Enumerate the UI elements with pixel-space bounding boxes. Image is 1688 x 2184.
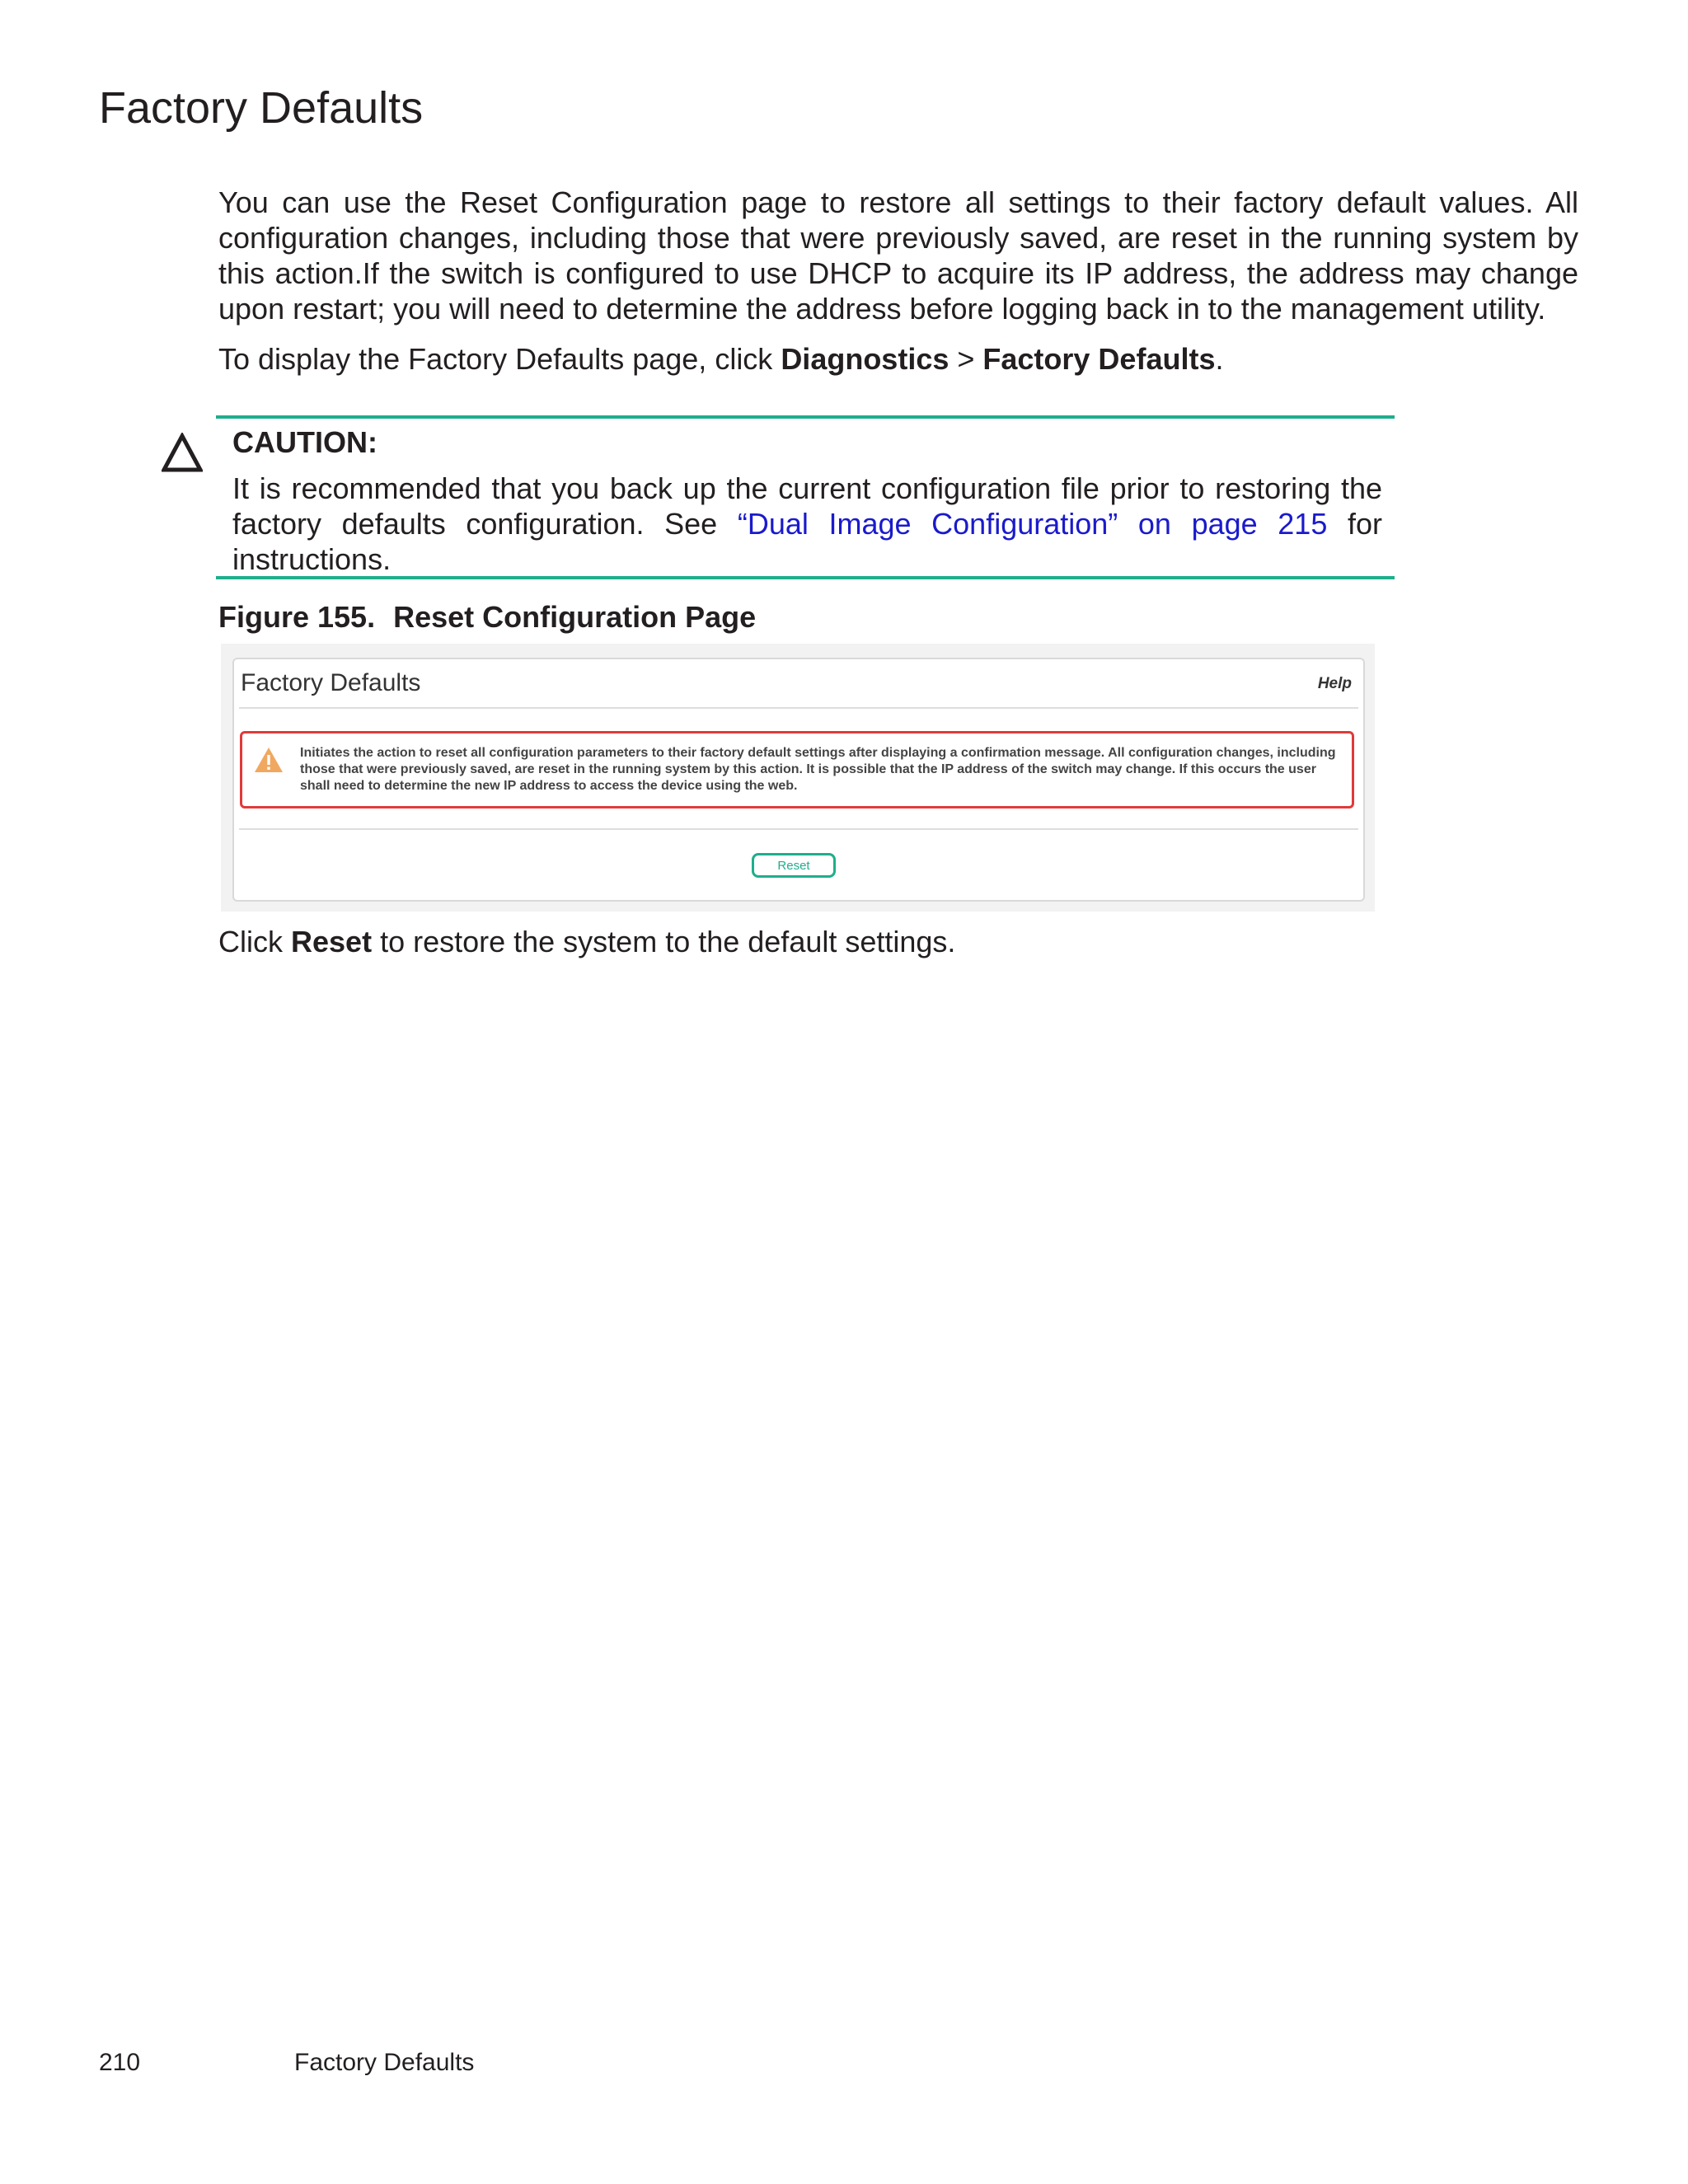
caution-text-before: It is recommended that you back up the current configuration file prior to restoring the factory defaults configuration. See: [232, 471, 1382, 541]
warning-message-box: [240, 731, 1354, 808]
outro-action: Reset: [291, 925, 373, 958]
nav-separator: >: [949, 342, 983, 376]
warning-message-text: Initiates the action to reset all configuration parameters to their factory default settings after displaying a confirmation message. All configuration changes, including those that were previously saved, are reset in the running system by this action. It is possible that the IP address of the switch may change. If this occurs the user shall need to determine the new IP address to access the device using the web.: [300, 746, 1336, 793]
nav-prefix: To display the Factory Defaults page, click: [218, 342, 781, 376]
caution-text-after: for instructions.: [232, 507, 1382, 576]
nav-item-factory-defaults: Factory Defaults: [982, 342, 1216, 376]
caution-text: [232, 471, 1382, 577]
figure-caption: [218, 600, 756, 635]
panel-title: Factory Defaults: [241, 669, 421, 696]
outro-suffix: to restore the system to the default settings.: [372, 925, 956, 958]
nav-menu-diagnostics: Diagnostics: [781, 342, 950, 376]
outro-paragraph: [218, 924, 1578, 959]
footer-section-title: Factory Defaults: [294, 2049, 475, 2076]
caution-bottom-rule: [216, 576, 1395, 579]
alert-triangle-icon: [254, 747, 284, 773]
nav-suffix: .: [1215, 342, 1224, 376]
factory-defaults-panel: [232, 658, 1365, 902]
figure-title: Reset Configuration Page: [393, 600, 757, 634]
page-title: Factory Defaults: [99, 83, 424, 133]
navigation-instruction: [218, 341, 1578, 377]
warning-triangle-icon: [162, 433, 203, 472]
intro-paragraph: You can use the Reset Configuration page to restore all settings to their factory default values. All configuration changes, including those that were previously saved, are reset in the running system by this action.If the switch is configured to use DHCP to acquire its IP address, the address may change upon restart; you will need to determine the address before logging back in to the management utility.: [218, 185, 1578, 326]
help-link[interactable]: Help: [1317, 675, 1352, 692]
reset-configuration-screenshot: [221, 644, 1375, 912]
figure-label: Figure 155.: [218, 600, 376, 634]
dual-image-configuration-link[interactable]: “Dual Image Configuration” on page 215: [737, 507, 1328, 541]
panel-footer-divider: [239, 828, 1358, 830]
outro-prefix: Click: [218, 925, 291, 958]
caution-top-rule: [216, 415, 1395, 419]
reset-button[interactable]: Reset: [752, 853, 836, 878]
panel-header-divider: [239, 707, 1358, 709]
page-number: 210: [99, 2049, 141, 2076]
caution-heading: CAUTION:: [232, 425, 377, 459]
